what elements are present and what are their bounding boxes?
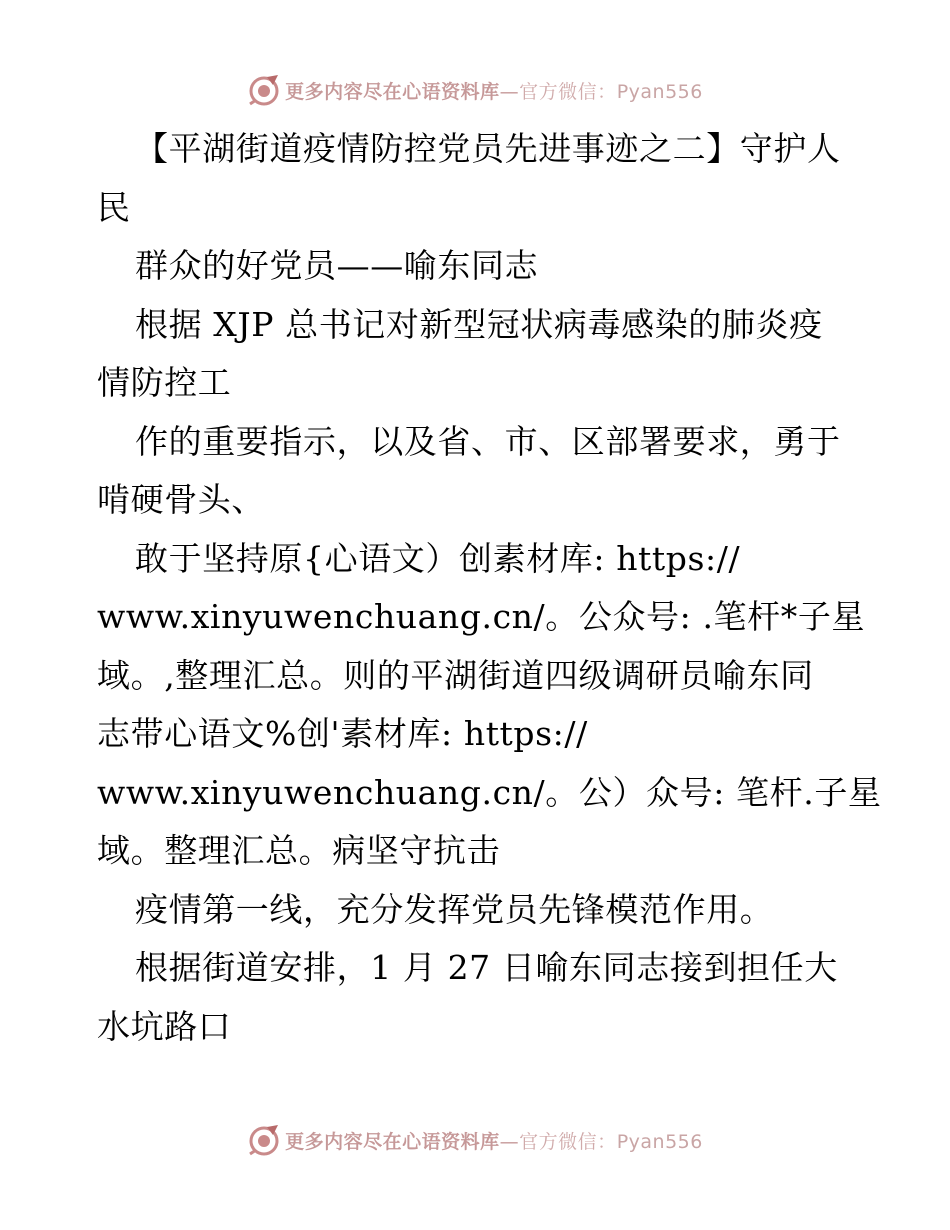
watermark-wechat-label: 官方微信： — [519, 80, 617, 103]
paragraph-line: 域。,整理汇总。则的平湖街道四级调研员喻东同 — [97, 655, 814, 695]
paragraph-line: www.xinyuwenchuang.cn/。公众号: .笔杆*子星 — [97, 597, 866, 636]
watermark-text — [285, 1127, 703, 1154]
watermark-dash: — — [499, 80, 520, 103]
paragraph-line: 敢于坚持原{心语文）创素材库: https:// — [135, 538, 741, 578]
paragraph-line: 志带心语文%创'素材库: https:// — [97, 714, 588, 753]
document-body — [97, 120, 882, 1056]
watermark-wechat-label: 官方微信： — [519, 1130, 617, 1153]
paragraph-line: 啃硬骨头、 — [97, 480, 265, 519]
paragraph-line: 情防控工 — [97, 363, 232, 402]
footer-watermark — [0, 1120, 950, 1160]
watermark-brand: 更多内容尽在心语资料库 — [285, 1130, 500, 1153]
watermark-wechat-id: Pyan556 — [616, 80, 703, 103]
paragraph-line: 作的重要指示，以及省、市、区部署要求，勇于 — [135, 421, 841, 461]
watermark-wechat-id: Pyan556 — [616, 1130, 703, 1153]
brand-logo-icon — [247, 1123, 281, 1157]
brand-logo-icon — [247, 73, 281, 107]
title-line-1: 【平湖街道疫情防控党员先进事迹之二】守护人 — [135, 129, 841, 168]
watermark-brand: 更多内容尽在心语资料库 — [285, 80, 500, 103]
header-watermark — [0, 70, 950, 110]
paragraph-line: 疫情第一线，充分发挥党员先锋模范作用。 — [135, 889, 774, 929]
watermark-text — [285, 77, 703, 104]
paragraph-line: 根据街道安排，1 月 27 日喻东同志接到担任大 — [135, 948, 838, 987]
title-line-2: 民 — [97, 187, 131, 227]
watermark-dash: — — [499, 1130, 520, 1153]
paragraph-line: 水坑路口 — [97, 1006, 232, 1046]
paragraph-line: 根据 XJP 总书记对新型冠状病毒感染的肺炎疫 — [135, 304, 823, 344]
paragraph-line: www.xinyuwenchuang.cn/。公）众号: 笔杆.子星 — [97, 772, 882, 812]
subtitle-line: 群众的好党员——喻东同志 — [135, 246, 539, 285]
paragraph-line: 域。整理汇总。病坚守抗击 — [97, 831, 501, 870]
